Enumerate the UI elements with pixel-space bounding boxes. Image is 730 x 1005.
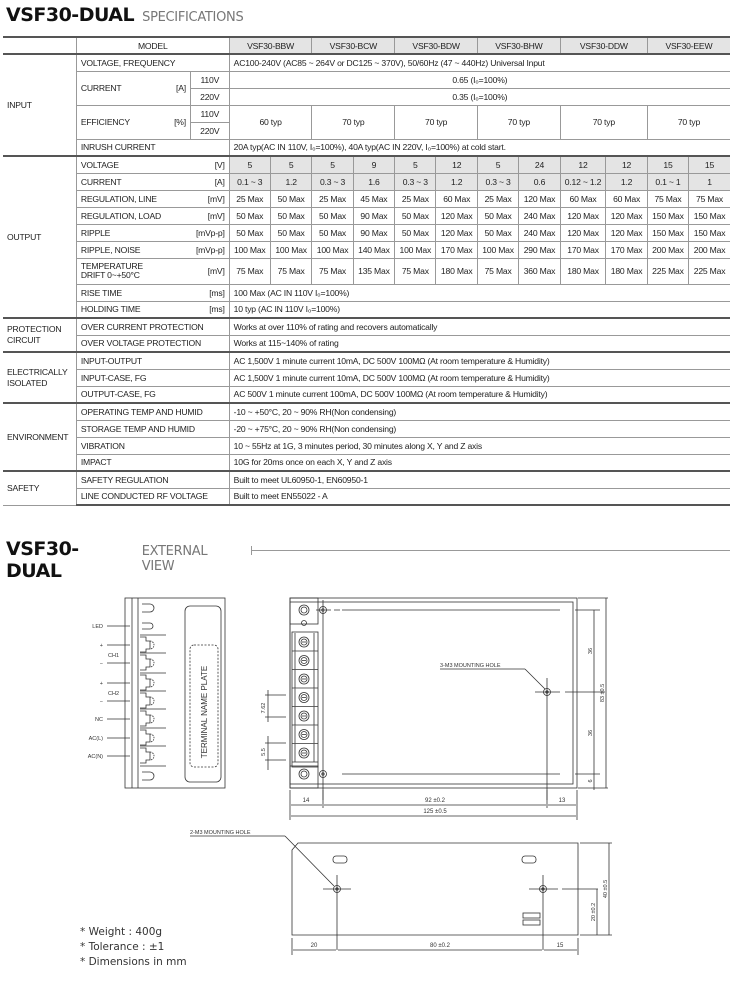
notes (80, 925, 187, 970)
mount-hole-label: 3-M3 MOUNTING HOLE (440, 663, 501, 669)
row-unit: [ms] (190, 284, 229, 301)
cell: 90 Max (353, 224, 395, 241)
cell: 50 Max (229, 207, 270, 224)
cell: 50 Max (270, 190, 312, 207)
terminal-lead (89, 728, 166, 745)
spec-section-title (6, 4, 243, 26)
cell: 5 (395, 156, 436, 173)
table-row (3, 190, 730, 207)
cell: 5 (478, 156, 519, 173)
dim-total: 125 ±0.5 (423, 809, 447, 815)
row-label: REGULATION, LOAD (76, 207, 190, 224)
cell: 50 Max (478, 207, 519, 224)
row-label: CURRENT (76, 173, 190, 190)
cell: 120 Max (560, 224, 605, 241)
cell: 120 Max (436, 207, 478, 224)
cell: 140 Max (353, 241, 395, 258)
cell: 1.2 (606, 173, 648, 190)
category-environment: ENVIRONMENT (3, 403, 76, 471)
section-subtitle: EXTERNAL VIEW (141, 544, 208, 574)
cell: 70 typ (312, 105, 395, 139)
category-input: INPUT (3, 54, 76, 156)
row-label: HOLDING TIME (76, 301, 190, 318)
row-value: AC 1,500V 1 minute current 10mA, DC 500V 100MΩ (At room temperature & Humidity) (229, 369, 730, 386)
side-view (190, 830, 612, 955)
side-dim-left: 20 (310, 943, 318, 949)
table-row (3, 224, 730, 241)
terminal-label: − (99, 699, 103, 705)
table-row (3, 258, 730, 284)
cell: 25 Max (478, 190, 519, 207)
category-output: OUTPUT (3, 156, 76, 318)
cell: 75 Max (395, 258, 436, 284)
voltage-220: 220V (190, 88, 229, 105)
side-dim-right: 15 (556, 943, 564, 949)
cell: 70 typ (560, 105, 647, 139)
terminal-label: − (99, 661, 103, 667)
cell: 180 Max (560, 258, 605, 284)
cell: 5 (229, 156, 270, 173)
cell: 120 Max (560, 207, 605, 224)
cell: 70 typ (647, 105, 730, 139)
cell: 100 Max (312, 241, 353, 258)
cell: 75 Max (647, 190, 688, 207)
cell: 170 Max (560, 241, 605, 258)
table-row (3, 403, 730, 420)
dim-v3: 6 (588, 779, 594, 783)
slot-icon (333, 856, 347, 863)
cell: 75 Max (478, 258, 519, 284)
top-outline (290, 598, 577, 788)
table-row (3, 173, 730, 190)
cell: 200 Max (647, 241, 688, 258)
cell: 90 Max (353, 207, 395, 224)
note-tolerance: * Tolerance : ±1 (80, 941, 165, 953)
model-name: VSF30-DUAL (6, 538, 79, 582)
table-row (3, 207, 730, 224)
table-row (3, 241, 730, 258)
mount-screw-icon (142, 604, 154, 612)
side-dim-mid: 80 ±0.2 (430, 943, 450, 949)
terminal-lead (92, 623, 153, 630)
row-value: 10G for 20ms once on each X, Y and Z axis (229, 454, 730, 471)
output-section (3, 156, 730, 318)
cell: 1.2 (436, 173, 478, 190)
row-value: AC100-240V (AC85 ~ 264V or DC125 ~ 370V), 50/60Hz (47 ~ 440Hz) Universal Input (229, 54, 730, 71)
cell: 25 Max (312, 190, 353, 207)
model-col: VSF30-DDW (560, 37, 647, 54)
cell: 135 Max (353, 258, 395, 284)
row-label: LINE CONDUCTED RF VOLTAGE (76, 488, 229, 505)
row-value: 20A typ(AC IN 110V, I₀=100%), 40A typ(AC IN 220V, I₀=100%) at cold start. (229, 139, 730, 156)
row-unit: [A] (190, 173, 229, 190)
row-label (76, 258, 190, 284)
row-label: OUTPUT-CASE, FG (76, 386, 229, 403)
cell: 120 Max (606, 224, 648, 241)
row-value: 0.65 (I₀=100%) (229, 71, 730, 88)
cell: 1.6 (353, 173, 395, 190)
cell: 290 Max (519, 241, 561, 258)
row-label: INRUSH CURRENT (76, 139, 229, 156)
terminal-lead (88, 746, 166, 763)
cell: 15 (647, 156, 688, 173)
cell: 170 Max (436, 241, 478, 258)
table-row (3, 71, 730, 88)
table-row (3, 284, 730, 301)
top-view (261, 598, 608, 820)
voltage-220: 220V (190, 122, 229, 139)
cell: 45 Max (353, 190, 395, 207)
table-row (3, 318, 730, 335)
row-value: 10 typ (AC IN 110V I₀=100%) (229, 301, 730, 318)
name-plate-label: TERMINAL NAME PLATE (200, 665, 209, 759)
row-value: Built to meet UL60950-1, EN60950-1 (229, 471, 730, 488)
cell: 0.6 (519, 173, 561, 190)
model-col: VSF30-BCW (312, 37, 395, 54)
row-unit: [ms] (190, 301, 229, 318)
label-line: TEMPERATURE (80, 261, 143, 271)
terminal-label: AC(L) (88, 736, 103, 742)
row-value: 100 Max (AC IN 110V I₀=100%) (229, 284, 730, 301)
table-row (3, 352, 730, 369)
note-dimensions: * Dimensions in mm (80, 956, 187, 968)
row-label: OPERATING TEMP AND HUMID (76, 403, 229, 420)
voltage-110: 110V (190, 105, 229, 122)
row-unit: [%] (158, 105, 190, 139)
row-label: STORAGE TEMP AND HUMID (76, 420, 229, 437)
cell: 120 Max (519, 190, 561, 207)
side-dim-height: 40 ±0.5 (603, 879, 609, 899)
cell: 15 (689, 156, 730, 173)
cell: 0.3 ~ 3 (312, 173, 353, 190)
row-label: OVER VOLTAGE PROTECTION (76, 335, 229, 352)
row-unit: [mVp-p] (190, 224, 229, 241)
cell: 25 Max (229, 190, 270, 207)
table-row (3, 335, 730, 352)
cell: 150 Max (647, 224, 688, 241)
row-label: SAFETY REGULATION (76, 471, 229, 488)
row-label: RIPPLE, NOISE (76, 241, 190, 258)
front-view (88, 598, 225, 788)
dim-right: 13 (558, 798, 566, 804)
cell: 9 (353, 156, 395, 173)
row-unit: [mVp-p] (190, 241, 229, 258)
row-value: Works at 115~140% of rating (229, 335, 730, 352)
row-label: IMPACT (76, 454, 229, 471)
terminal-leads (88, 604, 166, 780)
cell: 50 Max (229, 224, 270, 241)
title-rule (251, 550, 730, 551)
terminal-label: AC(N) (87, 754, 103, 760)
row-label: VOLTAGE, FREQUENCY (76, 54, 229, 71)
cell: 100 Max (229, 241, 270, 258)
row-label: CURRENT (76, 71, 158, 105)
category-protection: PROTECTION CIRCUIT (3, 318, 76, 352)
mount-hole-icon (529, 875, 598, 950)
row-unit: [A] (158, 71, 190, 105)
mount-hole-icon (323, 875, 351, 950)
table-row (3, 386, 730, 403)
category-isolation: ELECTRICALLY ISOLATED (3, 352, 76, 403)
cell: 75 Max (270, 258, 312, 284)
row-value: Works at over 110% of rating and recovers automatically (229, 318, 730, 335)
row-value: AC 1,500V 1 minute current 10mA, DC 500V 100MΩ (At room temperature & Humidity) (229, 352, 730, 369)
cell: 75 Max (312, 258, 353, 284)
cell: 240 Max (519, 207, 561, 224)
table-row (3, 471, 730, 488)
terminal-label: NC (95, 717, 103, 723)
cell: 1 (689, 173, 730, 190)
dim-height: 83 ±0.5 (600, 683, 606, 703)
dim-v1: 36 (588, 647, 594, 655)
cell: 225 Max (647, 258, 688, 284)
row-unit: [mV] (190, 258, 229, 284)
cell: 50 Max (270, 207, 312, 224)
row-unit: [mV] (190, 190, 229, 207)
screw-icon (299, 605, 309, 615)
model-col: VSF30-EEW (647, 37, 730, 54)
cell: 180 Max (436, 258, 478, 284)
cell: 100 Max (395, 241, 436, 258)
table-row (3, 105, 730, 122)
cell: 150 Max (647, 207, 688, 224)
row-label: RIPPLE (76, 224, 190, 241)
cell: 0.3 ~ 3 (478, 173, 519, 190)
dim-v2: 36 (588, 729, 594, 737)
row-value: 0.35 (I₀=100%) (229, 88, 730, 105)
dim-pitch: 7.62 (261, 702, 267, 714)
cell: 0.3 ~ 3 (395, 173, 436, 190)
table-row (3, 54, 730, 71)
table-row (3, 156, 730, 173)
other-sections (3, 318, 730, 505)
table-row (3, 301, 730, 318)
table-row (3, 420, 730, 437)
label-line: DRIFT 0~+50°C (80, 270, 140, 280)
mount-screw-icon (142, 772, 154, 780)
cell: 50 Max (312, 224, 353, 241)
category-safety: SAFETY (3, 471, 76, 505)
cell: 75 Max (229, 258, 270, 284)
cell: 100 Max (478, 241, 519, 258)
model-col: VSF30-BDW (395, 37, 478, 54)
cell: 60 Max (436, 190, 478, 207)
slot-icon (522, 856, 536, 863)
cell: 50 Max (312, 207, 353, 224)
cell: 50 Max (395, 224, 436, 241)
model-name: VSF30-DUAL (6, 4, 135, 26)
cell: 12 (560, 156, 605, 173)
table-row (3, 488, 730, 505)
cell: 150 Max (689, 224, 730, 241)
terminal-screws (290, 598, 318, 788)
cell: 70 typ (478, 105, 561, 139)
terminal-lead (100, 635, 166, 652)
mount-hole-icon (535, 678, 605, 800)
cell: 5 (270, 156, 312, 173)
row-value: -10 ~ +50°C, 20 ~ 90% RH(Non condensing) (229, 403, 730, 420)
terminal-lead (100, 673, 166, 690)
cell: 12 (606, 156, 648, 173)
row-label: INPUT-CASE, FG (76, 369, 229, 386)
dim-left: 14 (302, 798, 310, 804)
cell: 200 Max (689, 241, 730, 258)
cell: 5 (312, 156, 353, 173)
cell: 240 Max (519, 224, 561, 241)
row-unit: [mV] (190, 207, 229, 224)
terminal-lead (95, 709, 166, 726)
section-subtitle: SPECIFICATIONS (142, 10, 244, 25)
table-row (3, 139, 730, 156)
row-label: VIBRATION (76, 437, 229, 454)
cell: 25 Max (395, 190, 436, 207)
ch1-label: CH1 (108, 653, 120, 659)
cell: 0.1 ~ 3 (229, 173, 270, 190)
specifications-table (3, 36, 730, 506)
cell: 360 Max (519, 258, 561, 284)
terminal-label: + (99, 643, 103, 649)
row-label: EFFICIENCY (76, 105, 158, 139)
side-dim-hole: 20 ±0.2 (591, 902, 597, 922)
cell: 50 Max (270, 224, 312, 241)
cell: 0.1 ~ 1 (647, 173, 688, 190)
terminal-label: + (99, 681, 103, 687)
cell: 120 Max (606, 207, 648, 224)
row-label: OVER CURRENT PROTECTION (76, 318, 229, 335)
row-label: RISE TIME (76, 284, 190, 301)
cell: 170 Max (606, 241, 648, 258)
mount-hole-label: 2-M3 MOUNTING HOLE (190, 830, 251, 836)
dim-mid: 92 ±0.2 (425, 798, 445, 804)
model-col: VSF30-BBW (229, 37, 312, 54)
model-header: MODEL (76, 37, 229, 54)
cell: 60 Max (560, 190, 605, 207)
cell: 75 Max (689, 190, 730, 207)
cell: 50 Max (478, 224, 519, 241)
cell: 60 Max (606, 190, 648, 207)
row-value: -20 ~ +75°C, 20 ~ 90% RH(Non condensing) (229, 420, 730, 437)
table-row (3, 437, 730, 454)
row-unit: [V] (190, 156, 229, 173)
ch2-label: CH2 (108, 691, 120, 697)
row-value: Built to meet EN55022 - A (229, 488, 730, 505)
voltage-110: 110V (190, 71, 229, 88)
cell: 0.12 ~ 1.2 (560, 173, 605, 190)
row-label: REGULATION, LINE (76, 190, 190, 207)
terminal-label: LED (92, 624, 103, 630)
dim-edge: 5.5 (261, 748, 267, 756)
row-value: AC 500V 1 minute current 100mA, DC 500V 100MΩ (At room temperature & Humidity) (229, 386, 730, 403)
row-label: INPUT-OUTPUT (76, 352, 229, 369)
table-row (3, 454, 730, 471)
mount-hole-icon (320, 771, 561, 778)
cell: 180 Max (606, 258, 648, 284)
cell: 12 (436, 156, 478, 173)
cell: 225 Max (689, 258, 730, 284)
cell: 70 typ (395, 105, 478, 139)
row-label: VOLTAGE (76, 156, 190, 173)
table-header-row (3, 37, 730, 54)
cell: 50 Max (395, 207, 436, 224)
note-weight: * Weight : 400g (80, 926, 163, 938)
cell: 60 typ (229, 105, 312, 139)
table-row (3, 369, 730, 386)
cell: 24 (519, 156, 561, 173)
row-value: 10 ~ 55Hz at 1G, 3 minutes period, 30 minutes along X, Y and Z axis (229, 437, 730, 454)
cell: 1.2 (270, 173, 312, 190)
cell: 120 Max (436, 224, 478, 241)
cell: 100 Max (270, 241, 312, 258)
mount-hole-icon (316, 600, 560, 800)
model-col: VSF30-BHW (478, 37, 561, 54)
screw-icon (299, 769, 309, 779)
cell: 150 Max (689, 207, 730, 224)
